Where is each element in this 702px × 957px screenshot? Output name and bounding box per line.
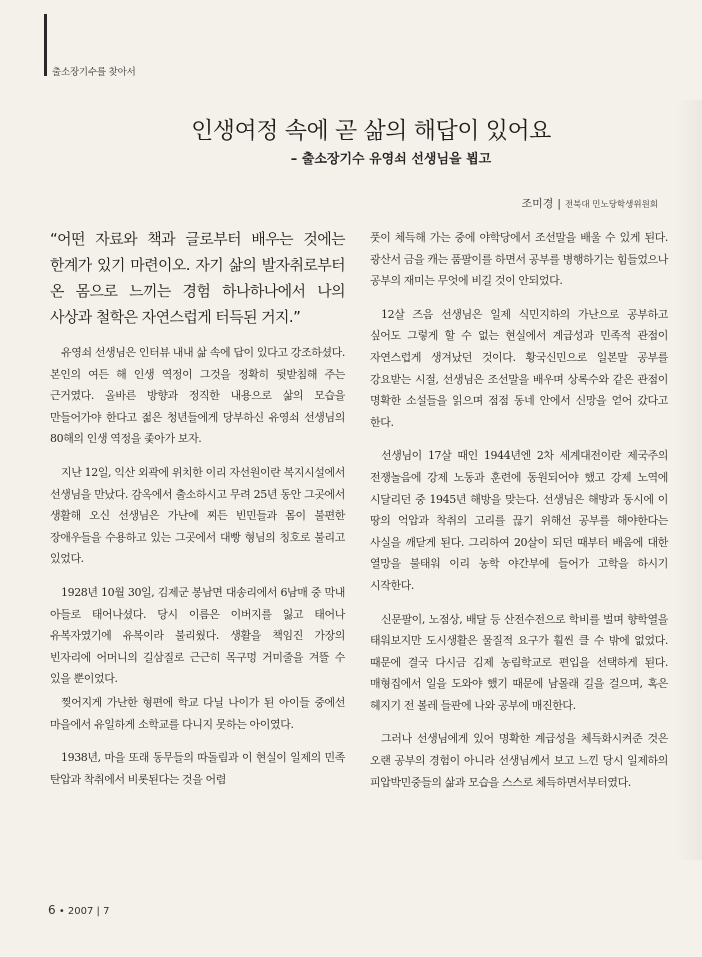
left-column (50, 226, 345, 802)
byline (522, 195, 658, 211)
body-paragraph: 신문팔이, 노점상, 배달 등 산전수전으로 학비를 벌며 향학열을 태워보지만 도시생활은 물질적 요구가 훨씬 클 수 밖에 없었다. 때문에 결국 다시금 김제 농림학교로 편입을 선택하게 된다. 매형집에서 일을 도와야 했기 때문에 남몰래 길을 걸으며, 혹은 헤지기 전 볼레 들판에 나와 공부에 매진한다. (370, 612, 668, 712)
author-affiliation: 전북대 민노당학생위원회 (564, 200, 658, 210)
body-paragraph: 지난 12일, 익산 외곽에 위치한 이리 자선원이란 복지시설에서 선생님을 만났다. 감옥에서 출소하시고 무려 25년 동안 그곳에서 생활해 오신 선생님은 가난에 찌든 빈민들과 몸이 불편한 장애우들을 수용하고 있는 그곳에서 대빵 형님의 칭호로 불리고 있었다. (50, 465, 345, 566)
header-rule (44, 14, 47, 76)
body-paragraph: 12살 즈음 선생님은 일제 식민지하의 가난으로 공부하고 싶어도 그렇게 할 수 없는 현실에서 계급성과 민족적 관점이 자연스럽게 생겨났던 것이다. 황국신민으로 일본말 공부를 강요받는 시절, 선생님은 조선말을 배우며 상록수와 같은 관점이 명확한 소설들을 읽으며 점점 동네 안에서 신망을 얻어 갔다고 한다. (370, 307, 668, 429)
body-paragraph: 1938년, 마을 또래 동무들의 따돌림과 이 현실이 일제의 민족 탄압과 착취에서 비롯된다는 것을 어렴 (50, 751, 345, 786)
page-footer: 6 • 2007 | 7 (48, 903, 110, 917)
author-name: 조미경 (521, 197, 554, 210)
issue-date: 2007 | 7 (67, 906, 110, 917)
body-paragraph: 유영쇠 선생님은 인터뷰 내내 삶 속에 답이 있다고 강조하셨다. 본인의 여든 해 인생 역정이 그것을 정확히 뒷받침해 주는 근거였다. 올바른 방향과 정직한 내용으로 삶의 모습을 만들어가야 한다고 젊은 청년들에게 당부하신 유영쇠 선생님의 80해의 인생 역정을 좇아가 보자. (50, 346, 345, 446)
pull-quote: “어떤 자료와 책과 글로부터 배우는 것에는 한계가 있기 마련이오. 자기 삶의 발자취로부터 온 몸으로 느끼는 경험 하나하나에서 나의 사상과 철학은 자연스럽게 터득된 거지.” (50, 230, 345, 326)
byline-separator: | (557, 198, 561, 210)
article-subtitle: – 출소장기수 유영쇠 선생님을 뵙고 (290, 152, 492, 167)
page-gutter-shadow (676, 100, 702, 860)
page-number: 6 (48, 903, 56, 917)
body-paragraph: 1928년 10월 30일, 김제군 봉남면 대송리에서 6남매 중 막내 아들로 태어나셨다. 당시 이름은 이버지를 잃고 태어나 유복자였기에 유복이라 불리웠다. 생활을 책임진 가장의 빈자리에 어머니의 길삼질로 근근히 목구멍 거미줄을 겨뜰 수 있을 뿐이었다. (50, 585, 345, 686)
body-paragraph: 찢어지게 가난한 형편에 학교 다닐 나이가 된 아이들 중에선 마을에서 유일하게 소학교를 다니지 못하는 아이였다. (50, 695, 345, 731)
body-paragraph: 그러나 선생님에게 있어 명확한 계급성을 체득화시켜준 것은 오랜 공부의 경험이 아니라 선생님께서 보고 느낀 당시 일제하의 피압박민중들의 삶과 모습을 스스로 체득하면서부터였다. (370, 732, 668, 789)
body-paragraph: 선생님이 17살 때인 1944년엔 2차 세계대전이란 제국주의 전쟁놀음에 강제 노동과 훈련에 동원되어야 했고 강제 노역에 시달리던 중 1945년 해방을 맞는다. 선생님은 해방과 동시에 이 땅의 억압과 착취의 고리를 끊기 위해선 공부를 해야한다는 사실을 깨닫게 된다. 그리하여 20살이 되던 때부터 배움에 대한 열망을 불태워 이리 농학 야간부에 들어가 고학을 하시기 시작한다. (370, 449, 668, 592)
article-title: 인생여정 속에 곧 삶의 해답이 있어요 (191, 118, 551, 144)
section-label: 출소장기수를 찾아서 (52, 67, 136, 78)
body-paragraph: 풋이 체득해 가는 중에 야학당에서 조선말을 배울 수 있게 된다. 광산서 금을 캐는 품팔이를 하면서 공부를 병행하기는 힘들었으나 공부의 재미는 무엇에 비길 것이 안되었다. (370, 231, 668, 288)
right-column (370, 227, 668, 805)
